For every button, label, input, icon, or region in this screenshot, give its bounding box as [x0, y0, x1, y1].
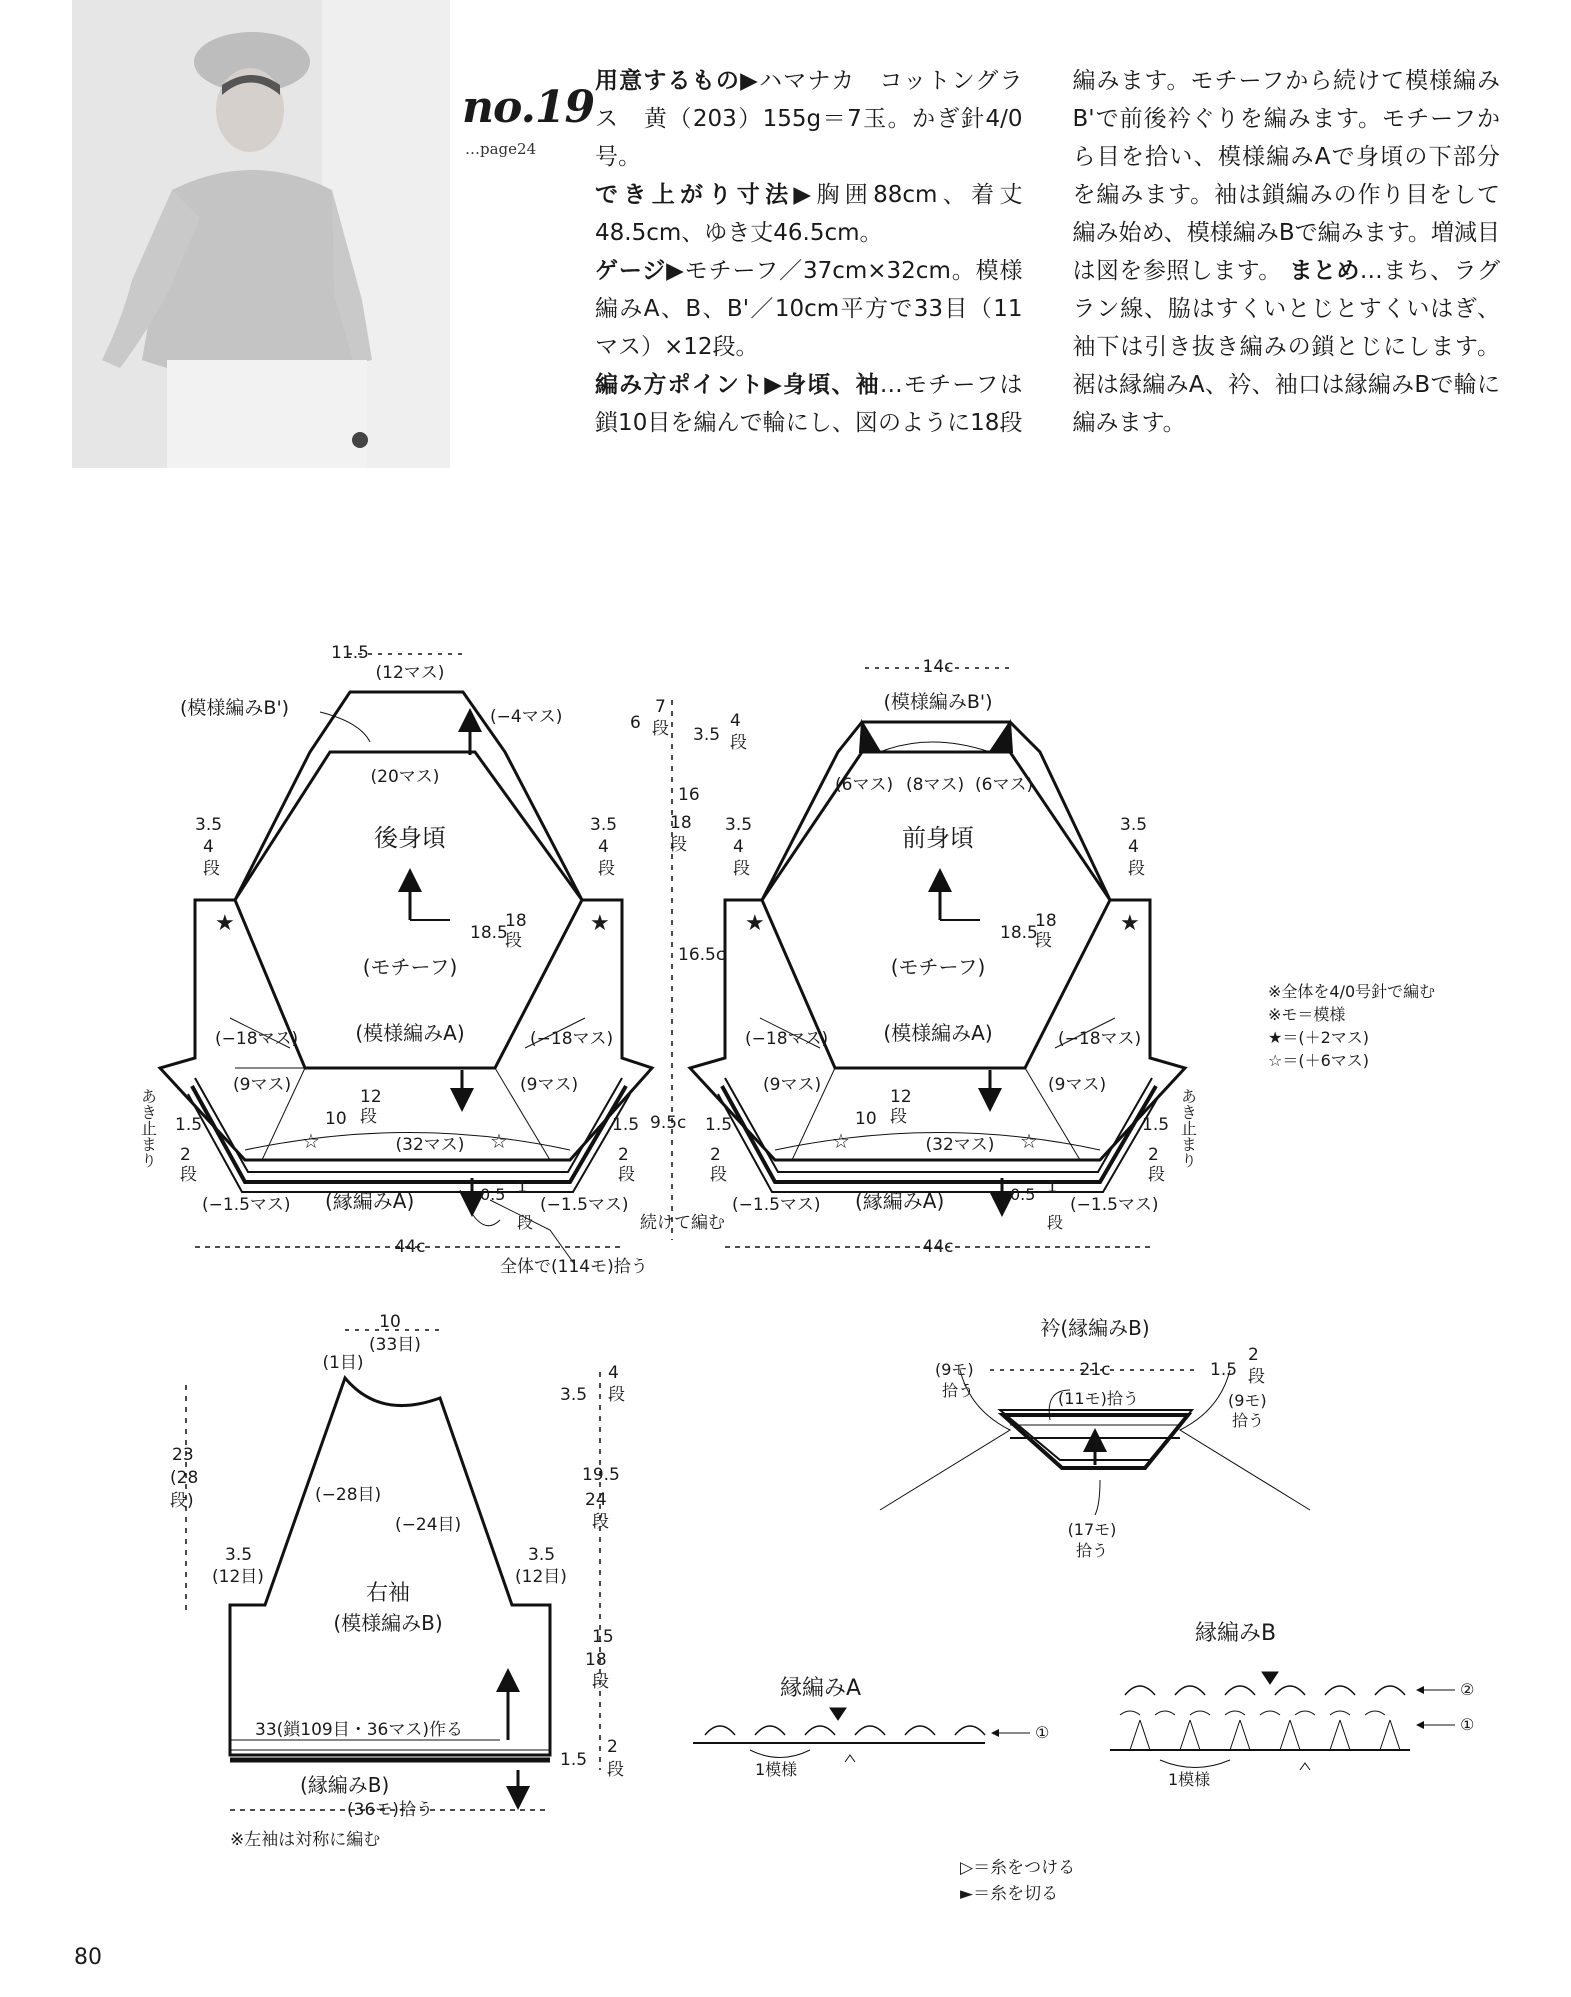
front-n12: 12 [890, 1087, 912, 1107]
back-n15-left: 1.5 [175, 1115, 203, 1135]
arrow-icon: ▶ [764, 372, 784, 398]
back-continue: 続けて編む [640, 1213, 725, 1233]
collar-pick-left: 拾う [942, 1381, 975, 1400]
legend-cut-yarn: ►＝糸を切る [960, 1884, 1059, 1904]
size-label: でき上がり寸法 [595, 182, 794, 208]
center-n16: 16 [678, 785, 700, 805]
back-pattern-b: (模様編みB') [180, 697, 290, 719]
outline-star-icon: ☆ [1020, 1129, 1038, 1153]
back-n2-dan-left: 段 [180, 1165, 197, 1185]
front-n1: 1 [1047, 1177, 1058, 1196]
legend-attach-yarn: ▷＝糸をつける [960, 1858, 1076, 1878]
back-motif: (モチーフ) [362, 955, 458, 979]
filled-star-icon: ★ [1120, 911, 1140, 936]
back-n05: 0.5 [480, 1185, 506, 1204]
sleeve-pattern: (模様編みB) [333, 1611, 443, 1635]
front-dan-right: 段 [1128, 859, 1145, 879]
sleeve-r4: 4 [608, 1363, 619, 1383]
sleeve-h28: (28 [170, 1468, 199, 1488]
collar-title: 衿(縁編みB) [1040, 1316, 1150, 1340]
finish-label: まとめ [1289, 258, 1360, 284]
filled-star-icon: ★ [215, 911, 235, 936]
back-n12-dan: 段 [360, 1107, 377, 1127]
back-dec4: (−4マス) [490, 707, 563, 727]
back-n12: 12 [360, 1087, 382, 1107]
sleeve-one-stitch: (1目) [322, 1353, 364, 1373]
arrow-icon: ▶ [740, 68, 759, 94]
sleeve-r18-dan: 段 [592, 1672, 609, 1692]
front-n15-right: 1.5 [1142, 1115, 1170, 1135]
back-aki: あき止まり [138, 1088, 158, 1168]
collar-pick-17: 拾う [1075, 1541, 1109, 1560]
points-sub: 身頃、袖 [783, 372, 880, 398]
sleeve-h23: 23 [172, 1445, 194, 1465]
collar-width: 21c [1079, 1360, 1111, 1380]
edge-b-row2: ② [1460, 1680, 1475, 1699]
back-n15-right: 1.5 [612, 1115, 640, 1135]
edge-a-labels [755, 1676, 1049, 1779]
front-n05: 0.5 [1010, 1185, 1036, 1204]
sleeve-r24-dan: 段 [592, 1512, 609, 1532]
outline-star-icon: ☆ [832, 1129, 850, 1153]
front-n2-right: 2 [1148, 1145, 1159, 1165]
back-top-mas: (12マス) [375, 663, 445, 683]
back-title: 後身頃 [374, 824, 446, 852]
page-number: 80 [74, 1945, 102, 1970]
back-n2-left: 2 [180, 1145, 191, 1165]
front-pattern-b: (模様編みB') [883, 691, 993, 713]
center-n4-dan: 段 [730, 733, 747, 753]
front-dec18-right: (−18マス) [1058, 1029, 1142, 1049]
sleeve-n35-right: 3.5 [528, 1545, 556, 1565]
back-20mas: (20マス) [370, 767, 440, 787]
sleeve-dec24: (−24目) [395, 1515, 462, 1535]
front-r18: 18 [1035, 911, 1057, 931]
sleeve-r4-dan: 段 [608, 1385, 625, 1405]
note-star-filled: ★＝(＋2マス) [1268, 1028, 1370, 1047]
back-n1-dan: 段 [517, 1213, 534, 1232]
edge-b-row1: ① [1460, 1715, 1475, 1734]
back-r18-dan: 段 [505, 931, 522, 951]
front-n2-dan-right: 段 [1148, 1165, 1165, 1185]
sleeve-12-right: (12目) [515, 1567, 567, 1587]
back-dec15-right: (−1.5マス) [540, 1195, 629, 1215]
front-body-labels [705, 657, 1198, 1257]
gauge-label: ゲージ [595, 258, 667, 284]
front-r18-dan: 段 [1035, 931, 1052, 951]
collar-11: (11モ)拾う [1058, 1389, 1139, 1408]
edge-b-title: 縁編みB [1195, 1621, 1277, 1646]
edge-b-labels [1168, 1621, 1474, 1789]
back-n35-left: 3.5 [195, 815, 223, 835]
front-title: 前身頃 [902, 824, 974, 852]
center-n7-dan: 段 [652, 719, 669, 739]
back-dec18-left: (−18マス) [215, 1029, 299, 1049]
front-6mas-a: (6マス) [835, 775, 894, 795]
sleeve-r18: 18 [585, 1650, 607, 1670]
gauge-text: モチーフ／37cm×32cm。模様編みA、B、B'／10cm平方で33目（11マス）×12段。 [595, 258, 1023, 360]
back-n2-right: 2 [618, 1145, 629, 1165]
back-dec15-left: (−1.5マス) [202, 1195, 291, 1215]
center-dimensions [630, 697, 747, 1240]
front-n15-left: 1.5 [705, 1115, 733, 1135]
front-aki: あき止まり [1178, 1088, 1198, 1168]
front-n4-left: 4 [733, 837, 744, 857]
back-9mas-right: (9マス) [520, 1075, 579, 1095]
sleeve-cast-on: 33(鎖109目・36マス)作る [255, 1720, 463, 1740]
front-9mas-right: (9マス) [1048, 1075, 1107, 1095]
note-mo: ※モ＝模様 [1268, 1005, 1346, 1024]
back-width: 44c [394, 1237, 426, 1257]
collar-n15: 1.5 [1210, 1360, 1238, 1380]
back-9mas-left: (9マス) [233, 1075, 292, 1095]
sleeve-title: 右袖 [365, 1581, 411, 1606]
note-star-outline: ☆＝(＋6マス) [1268, 1051, 1370, 1070]
edge-a-chart [693, 1708, 1030, 1762]
front-pattern-a: (模様編みA) [883, 1021, 993, 1045]
back-32mas: (32マス) [395, 1135, 465, 1155]
back-n35-right: 3.5 [590, 815, 618, 835]
sleeve-n35-left: 3.5 [225, 1545, 253, 1565]
center-n35: 3.5 [693, 725, 721, 745]
center-n95: 9.5c [650, 1113, 687, 1133]
sleeve-top-stitches: (33目) [369, 1335, 421, 1355]
sleeve-h-dan: 段) [170, 1491, 194, 1511]
back-n1: 1 [517, 1177, 528, 1196]
filled-star-icon: ★ [590, 911, 610, 936]
front-n10: 10 [855, 1109, 877, 1129]
sleeve-r195: 19.5 [582, 1465, 620, 1485]
collar-pick-right: 拾う [1232, 1411, 1265, 1430]
arrow-icon: ▶ [666, 258, 685, 284]
sleeve-12-left: (12目) [212, 1567, 264, 1587]
front-top-width: 14c [922, 657, 954, 677]
outline-star-icon: ☆ [302, 1129, 320, 1153]
collar-n2: 2 [1248, 1345, 1259, 1365]
edge-a-title: 縁編みA [780, 1676, 862, 1701]
front-dec15-left: (−1.5マス) [732, 1195, 821, 1215]
back-radius: 18.5 [470, 923, 508, 943]
back-n4-left: 4 [203, 837, 214, 857]
materials-text: ハマナカ コットングラス 黄（203）155g＝7玉。かぎ針4/0号。 [595, 68, 1023, 170]
front-9mas-left: (9マス) [763, 1075, 822, 1095]
collar-9-left: (9モ) [935, 1360, 974, 1379]
materials-label: 用意するもの [595, 68, 741, 94]
back-n10: 10 [325, 1109, 347, 1129]
front-dec15-right: (−1.5マス) [1070, 1195, 1159, 1215]
center-n4: 4 [730, 711, 741, 731]
sleeve-dec28: (−28目) [315, 1485, 382, 1505]
front-edge-a: (縁編みA) [855, 1189, 945, 1213]
front-motif: (モチーフ) [890, 955, 986, 979]
front-n35-left: 3.5 [725, 815, 753, 835]
front-n12-dan: 段 [890, 1107, 907, 1127]
size-text: 胸囲88cm、着丈48.5cm、ゆき丈46.5cm。 [595, 182, 1023, 246]
pattern-title: no.19 [462, 82, 595, 133]
filled-star-icon: ★ [745, 911, 765, 936]
back-dan-left: 段 [203, 859, 220, 879]
sleeve-top-width: 10 [379, 1312, 401, 1332]
back-top-width: 11.5 [331, 643, 369, 663]
sleeve-labels [170, 1312, 625, 1850]
front-radius: 18.5 [1000, 923, 1038, 943]
back-n4-right: 4 [598, 837, 609, 857]
front-6mas-b: (6マス) [975, 775, 1034, 795]
back-r18: 18 [505, 911, 527, 931]
center-n165: 16.5c [678, 945, 726, 965]
sleeve-r15b: 1.5 [560, 1750, 588, 1770]
points-text: …モチーフは鎖10目を編んで輪にし、図のように18段編みます。モチーフから続けて模様編みB'で前後衿ぐりを編みます。モチーフから目を拾い、模様編みAで身頃の下部分を編みます。袖は鎖編みの作り目をして編み始め、模様編みBで編みます。増減目は図を参照します。 [595, 68, 1500, 436]
front-n1-dan: 段 [1047, 1213, 1064, 1232]
collar-9-right: (9モ) [1228, 1391, 1267, 1410]
front-dan-left: 段 [733, 859, 750, 879]
edge-b-chart [1110, 1672, 1455, 1770]
sleeve-note: ※左袖は対称に編む [230, 1830, 381, 1850]
back-dec18-right: (−18マス) [530, 1029, 614, 1049]
back-pick-114: 全体で(114モ)拾う [500, 1257, 648, 1277]
collar-17: (17モ) [1067, 1520, 1117, 1539]
center-n18: 18 [670, 813, 692, 833]
edge-b-repeat: 1模様 [1168, 1770, 1211, 1789]
sleeve-edge-b: (縁編みB) [300, 1773, 390, 1797]
finish-text: …まち、ラグラン線、脇はすくいとじとすくいはぎ、袖下は引き抜き編みの鎖とじにします。裾は縁編みA、衿、袖口は縁編みBで輪に編みます。 [1072, 258, 1501, 436]
edge-a-row1: ① [1035, 1723, 1050, 1742]
note-needle: ※全体を4/0号針で編む [1268, 982, 1436, 1001]
page-reference: …page24 [465, 140, 537, 158]
back-n2-dan-right: 段 [618, 1165, 635, 1185]
sleeve-r24: 24 [585, 1490, 607, 1510]
sleeve-r2: 2 [607, 1737, 618, 1757]
front-n35-right: 3.5 [1120, 815, 1148, 835]
center-n7: 7 [655, 697, 666, 717]
sleeve-r35: 3.5 [560, 1385, 588, 1405]
front-n2-left: 2 [710, 1145, 721, 1165]
back-edge-a: (縁編みA) [325, 1189, 415, 1213]
sleeve-r15: 15 [592, 1627, 614, 1647]
arrow-icon: ▶ [793, 182, 817, 208]
back-pattern-a: (模様編みA) [355, 1021, 465, 1045]
center-n18-dan: 段 [670, 835, 687, 855]
front-32mas: (32マス) [925, 1135, 995, 1155]
front-width: 44c [922, 1237, 954, 1257]
front-n4-right: 4 [1128, 837, 1139, 857]
edge-a-repeat: 1模様 [755, 1760, 798, 1779]
symbol-legend [960, 1855, 1075, 1907]
center-n6: 6 [630, 713, 641, 733]
back-dan-right: 段 [598, 859, 615, 879]
front-dec18-left: (−18マス) [745, 1029, 829, 1049]
sleeve-pick-36: (36モ)拾う [347, 1800, 433, 1820]
points-label: 編み方ポイント [595, 372, 765, 398]
front-8mas: (8マス) [906, 775, 965, 795]
outline-star-icon: ☆ [490, 1129, 508, 1153]
sleeve-r2-dan: 段 [607, 1760, 624, 1780]
collar-n2-dan: 段 [1248, 1367, 1265, 1387]
front-n2-dan-left: 段 [710, 1165, 727, 1185]
